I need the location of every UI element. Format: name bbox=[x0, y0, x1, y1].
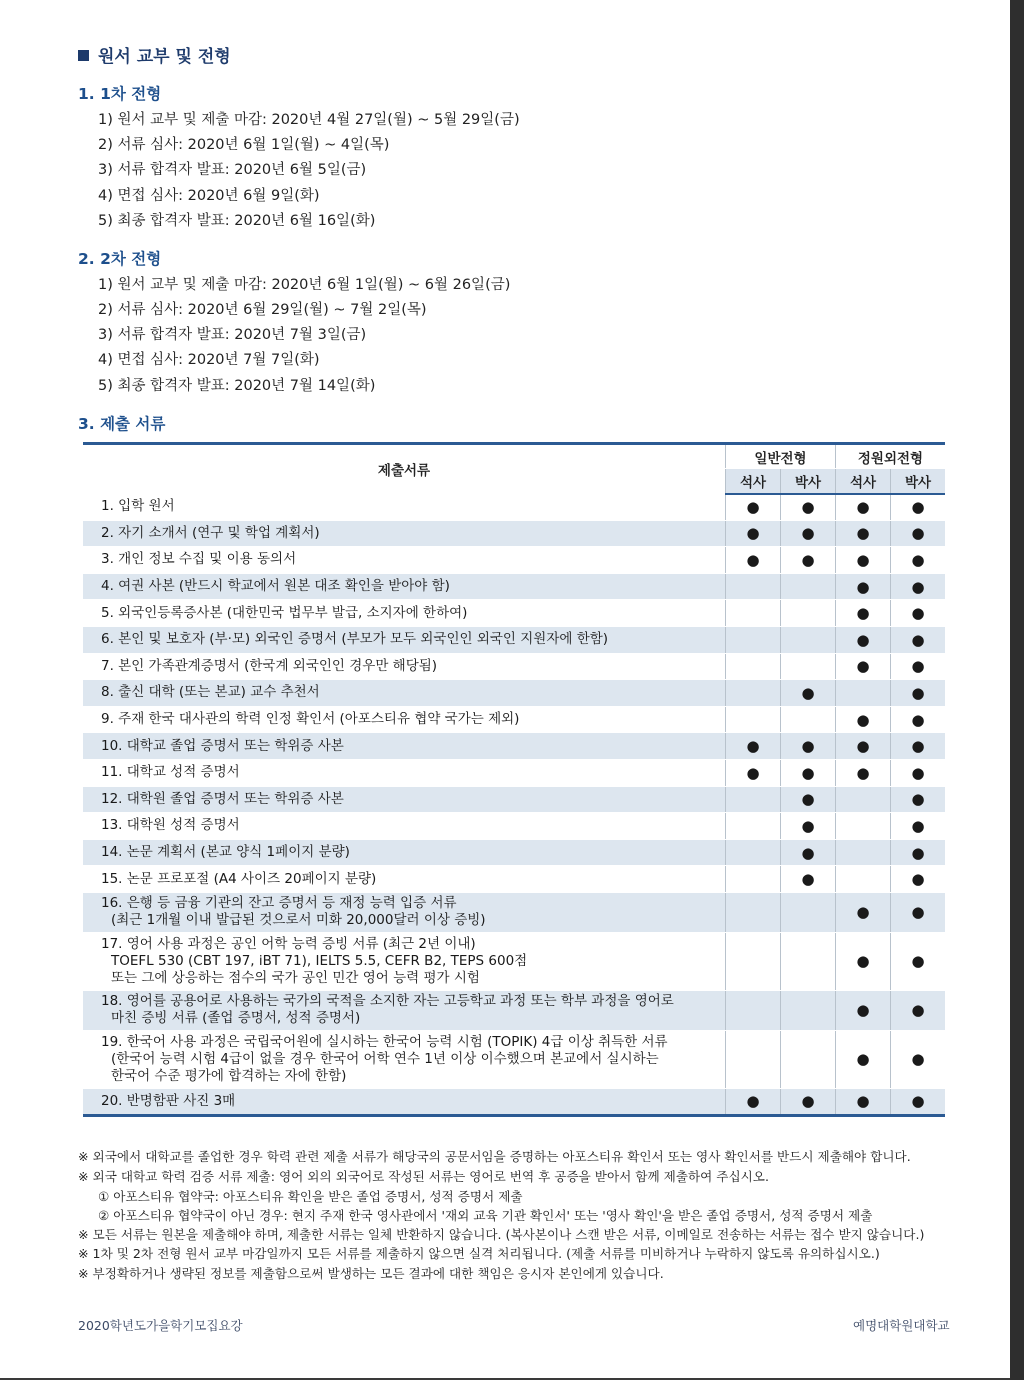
document-name bbox=[83, 813, 726, 840]
requirement-mark: ● bbox=[891, 866, 946, 893]
requirement-mark: ● bbox=[891, 494, 946, 521]
requirement-mark: ● bbox=[781, 1088, 836, 1115]
document-name-line: 10. 대학교 졸업 증명서 또는 학위증 사본 bbox=[101, 737, 344, 754]
requirement-mark: ● bbox=[891, 813, 946, 840]
table-row bbox=[83, 547, 945, 574]
requirement-mark: ● bbox=[781, 813, 836, 840]
document-name bbox=[83, 547, 726, 574]
requirement-mark: ● bbox=[836, 1088, 891, 1115]
note: ※ 1차 및 2차 전형 원서 교부 마감일까지 모든 서류를 제출하지 않으면 실격 처리됩니다. (제출 서류를 미비하거나 누락하지 않도록 유의하십시오.) bbox=[78, 1246, 880, 1261]
section-heading-second: 2. 2차 전형 bbox=[78, 250, 162, 268]
footer-guide-title: 2020학년도가을학기모집요강 bbox=[78, 1318, 243, 1333]
document-name bbox=[83, 990, 726, 1030]
document-name-line: 한국어 수준 평가에 합격하는 자에 한함) bbox=[111, 1067, 347, 1084]
footer-school-name: 예명대학원대학교 bbox=[853, 1318, 950, 1333]
requirement-mark: ● bbox=[726, 520, 781, 547]
requirement-mark: ● bbox=[891, 1030, 946, 1088]
requirement-mark: ● bbox=[836, 573, 891, 600]
document-name-line: 9. 주재 한국 대사관의 학력 인정 확인서 (아포스티유 협약 국가는 제외) bbox=[101, 711, 520, 728]
document-name bbox=[83, 866, 726, 893]
square-bullet-icon bbox=[78, 50, 89, 61]
requirement-mark bbox=[781, 932, 836, 990]
document-name bbox=[83, 520, 726, 547]
requirement-mark: ● bbox=[891, 626, 946, 653]
document-name bbox=[83, 892, 726, 932]
requirement-mark bbox=[726, 839, 781, 866]
requirement-mark bbox=[726, 680, 781, 707]
table-row bbox=[83, 600, 945, 627]
document-name-line: 7. 본인 가족관계증명서 (한국계 외국인인 경우만 해당됨) bbox=[101, 657, 438, 674]
requirement-mark: ● bbox=[836, 494, 891, 521]
requirement-mark bbox=[726, 813, 781, 840]
requirement-mark: ● bbox=[891, 759, 946, 786]
requirement-mark bbox=[781, 1030, 836, 1088]
table-row bbox=[83, 932, 945, 990]
document-name bbox=[83, 573, 726, 600]
requirement-mark: ● bbox=[836, 1030, 891, 1088]
document-name-line: 20. 반명함판 사진 3매 bbox=[101, 1092, 236, 1109]
table-row bbox=[83, 786, 945, 813]
document-name bbox=[83, 653, 726, 680]
document-name bbox=[83, 932, 726, 990]
schedule-item: 1) 원서 교부 및 제출 마감: 2020년 4월 27일(월) ~ 5월 29일(금) bbox=[98, 112, 520, 128]
requirement-mark: ● bbox=[836, 626, 891, 653]
requirement-mark: ● bbox=[836, 653, 891, 680]
schedule-item: 3) 서류 합격자 발표: 2020년 6월 5일(금) bbox=[98, 162, 367, 178]
requirement-mark: ● bbox=[781, 786, 836, 813]
document-name-line: 11. 대학교 성적 증명서 bbox=[101, 764, 240, 781]
schedule-item: 3) 서류 합격자 발표: 2020년 7월 3일(금) bbox=[98, 327, 367, 343]
note: ※ 외국에서 대학교를 졸업한 경우 학력 관련 제출 서류가 해당국의 공문서임을 증명하는 아포스티유 확인서 또는 영사 확인서를 반드시 제출해야 합니다. bbox=[78, 1149, 911, 1164]
note-subitem: ② 아포스티유 협약국이 아닌 경우: 현지 주재 한국 영사관에서 '재외 교육 기관 확인서' 또는 '영사 확인'을 받은 졸업 증명서, 성적 증명서 제출 bbox=[98, 1208, 873, 1223]
requirement-mark bbox=[726, 786, 781, 813]
note-subitem: ① 아포스티유 협약국: 아포스티유 확인을 받은 졸업 증명서, 성적 증명서 제출 bbox=[98, 1189, 523, 1204]
requirement-mark bbox=[726, 990, 781, 1030]
document-name bbox=[83, 839, 726, 866]
requirement-mark: ● bbox=[781, 733, 836, 760]
document-name-line: TOEFL 530 (CBT 197, iBT 71), IELTS 5.5, CEFR B2, TEPS 600점 bbox=[111, 952, 528, 969]
document-name bbox=[83, 600, 726, 627]
section-heading-third: 3. 제출 서류 bbox=[78, 415, 166, 433]
requirement-mark bbox=[781, 653, 836, 680]
document-name-line: 14. 논문 계획서 (본교 양식 1페이지 분량) bbox=[101, 844, 350, 861]
requirement-mark bbox=[726, 706, 781, 733]
header-special-master: 석사 bbox=[836, 469, 891, 494]
requirement-mark bbox=[781, 626, 836, 653]
requirement-mark: ● bbox=[726, 1088, 781, 1115]
document-name-line: 16. 은행 등 금융 기관의 잔고 증명서 등 재정 능력 입증 서류 bbox=[101, 895, 457, 912]
requirement-mark: ● bbox=[836, 706, 891, 733]
document-name bbox=[83, 1030, 726, 1088]
document-name-line: 18. 영어를 공용어로 사용하는 국가의 국적을 소지한 자는 고등학교 과정 또는 학부 과정을 영어로 bbox=[101, 993, 674, 1010]
requirement-mark: ● bbox=[891, 990, 946, 1030]
schedule-item: 4) 면접 심사: 2020년 7월 7일(화) bbox=[98, 352, 320, 368]
requirement-mark: ● bbox=[891, 733, 946, 760]
requirement-mark: ● bbox=[726, 547, 781, 574]
document-name-line: 17. 영어 사용 과정은 공인 어학 능력 증빙 서류 (최근 2년 이내) bbox=[101, 935, 476, 952]
schedule-item: 2) 서류 심사: 2020년 6월 1일(월) ~ 4일(목) bbox=[98, 137, 390, 153]
header-general-master: 석사 bbox=[726, 469, 781, 494]
requirement-mark bbox=[836, 813, 891, 840]
requirement-mark bbox=[726, 932, 781, 990]
requirement-mark: ● bbox=[726, 494, 781, 521]
table-row bbox=[83, 520, 945, 547]
document-name-line: 6. 본인 및 보호자 (부·모) 외국인 증명서 (부모가 모두 외국인인 외국인 지원자에 한함) bbox=[101, 631, 609, 648]
viewer-background bbox=[1010, 0, 1024, 1380]
requirement-mark: ● bbox=[891, 1088, 946, 1115]
note: ※ 부정확하거나 생략된 정보를 제출함으로써 발생하는 모든 결과에 대한 책임은 응시자 본인에게 있습니다. bbox=[78, 1266, 664, 1281]
requirement-mark bbox=[781, 573, 836, 600]
note: ※ 외국 대학교 학력 검증 서류 제출: 영어 외의 외국어로 작성된 서류는 영어로 번역 후 공증을 받아서 함께 제출하여 주십시오. bbox=[78, 1169, 769, 1184]
requirement-mark: ● bbox=[891, 653, 946, 680]
schedule-item: 5) 최종 합격자 발표: 2020년 7월 14일(화) bbox=[98, 378, 376, 394]
requirement-mark: ● bbox=[836, 600, 891, 627]
requirement-mark: ● bbox=[891, 839, 946, 866]
header-general-admission: 일반전형 bbox=[726, 444, 836, 469]
document-name bbox=[83, 759, 726, 786]
table-row bbox=[83, 706, 945, 733]
requirement-mark bbox=[781, 600, 836, 627]
document-name bbox=[83, 706, 726, 733]
requirement-mark bbox=[726, 892, 781, 932]
document-name bbox=[83, 680, 726, 707]
requirement-mark: ● bbox=[891, 547, 946, 574]
document-name-line: 1. 입학 원서 bbox=[101, 498, 175, 515]
header-general-doctor: 박사 bbox=[781, 469, 836, 494]
requirement-mark: ● bbox=[891, 573, 946, 600]
table-row bbox=[83, 990, 945, 1030]
requirement-mark: ● bbox=[891, 520, 946, 547]
document-name-line: 12. 대학원 졸업 증명서 또는 학위증 사본 bbox=[101, 790, 344, 807]
schedule-item: 2) 서류 심사: 2020년 6월 29일(월) ~ 7월 2일(목) bbox=[98, 302, 427, 318]
document-name bbox=[83, 1088, 726, 1115]
requirement-mark: ● bbox=[781, 839, 836, 866]
header-special-admission: 정원외전형 bbox=[836, 444, 946, 469]
requirement-mark bbox=[781, 990, 836, 1030]
schedule-item: 5) 최종 합격자 발표: 2020년 6월 16일(화) bbox=[98, 213, 376, 229]
table-row bbox=[83, 573, 945, 600]
table-row bbox=[83, 494, 945, 521]
requirement-mark bbox=[726, 1030, 781, 1088]
document-name-line: 15. 논문 프로포절 (A4 사이즈 20페이지 분량) bbox=[101, 870, 377, 887]
document-name-line: 5. 외국인등록증사본 (대한민국 법무부 발급, 소지자에 한하여) bbox=[101, 604, 468, 621]
header-special-doctor: 박사 bbox=[891, 469, 946, 494]
header-documents: 제출서류 bbox=[83, 444, 726, 494]
requirement-mark bbox=[836, 866, 891, 893]
section-heading-first: 1. 1차 전형 bbox=[78, 85, 162, 103]
page-title bbox=[78, 42, 231, 67]
requirement-mark: ● bbox=[836, 990, 891, 1030]
document-name bbox=[83, 494, 726, 521]
document-name-line: 2. 자기 소개서 (연구 및 학업 계획서) bbox=[101, 524, 320, 541]
table-row bbox=[83, 1088, 945, 1115]
requirement-mark bbox=[836, 786, 891, 813]
required-documents-table bbox=[83, 442, 945, 1117]
requirement-mark bbox=[726, 600, 781, 627]
requirement-mark: ● bbox=[836, 759, 891, 786]
table-row bbox=[83, 733, 945, 760]
requirement-mark: ● bbox=[726, 759, 781, 786]
requirement-mark: ● bbox=[891, 932, 946, 990]
document-name bbox=[83, 733, 726, 760]
document-name-line: (한국어 능력 시험 4급이 없을 경우 한국어 어학 연수 1년 이상 이수했으며 본교에서 실시하는 bbox=[111, 1050, 659, 1067]
requirement-mark: ● bbox=[836, 520, 891, 547]
document-name-line: 또는 그에 상응하는 점수의 국가 공인 민간 영어 능력 평가 시험 bbox=[111, 969, 480, 986]
schedule-item: 4) 면접 심사: 2020년 6월 9일(화) bbox=[98, 188, 320, 204]
table-row bbox=[83, 892, 945, 932]
requirement-mark bbox=[836, 680, 891, 707]
requirement-mark: ● bbox=[726, 733, 781, 760]
schedule-item: 1) 원서 교부 및 제출 마감: 2020년 6월 1일(월) ~ 6월 26일(금) bbox=[98, 277, 511, 293]
page-title-text: 원서 교부 및 전형 bbox=[98, 47, 231, 67]
table-row bbox=[83, 813, 945, 840]
requirement-mark: ● bbox=[781, 494, 836, 521]
table-row bbox=[83, 680, 945, 707]
requirement-mark: ● bbox=[891, 892, 946, 932]
table-row bbox=[83, 866, 945, 893]
table-row bbox=[83, 839, 945, 866]
document-name-line: 19. 한국어 사용 과정은 국립국어원에 실시하는 한국어 능력 시험 (TOPIK) 4급 이상 취득한 서류 bbox=[101, 1033, 668, 1050]
requirement-mark bbox=[726, 626, 781, 653]
requirement-mark bbox=[781, 892, 836, 932]
requirement-mark: ● bbox=[836, 892, 891, 932]
requirement-mark bbox=[726, 573, 781, 600]
table-row bbox=[83, 653, 945, 680]
requirement-mark: ● bbox=[891, 786, 946, 813]
requirement-mark: ● bbox=[836, 932, 891, 990]
table-row bbox=[83, 759, 945, 786]
table-row bbox=[83, 1030, 945, 1088]
document-name-line: (최근 1개월 이내 발급된 것으로서 미화 20,000달러 이상 증빙) bbox=[111, 912, 486, 929]
requirement-mark: ● bbox=[891, 600, 946, 627]
document-name-line: 3. 개인 정보 수집 및 이용 동의서 bbox=[101, 551, 297, 568]
requirement-mark: ● bbox=[836, 547, 891, 574]
requirement-mark: ● bbox=[781, 680, 836, 707]
requirement-mark: ● bbox=[781, 547, 836, 574]
document-name bbox=[83, 626, 726, 653]
requirement-mark: ● bbox=[891, 706, 946, 733]
requirement-mark bbox=[726, 866, 781, 893]
requirement-mark bbox=[781, 706, 836, 733]
table-row bbox=[83, 626, 945, 653]
requirement-mark bbox=[726, 653, 781, 680]
document-name-line: 13. 대학원 성적 증명서 bbox=[101, 817, 240, 834]
requirement-mark: ● bbox=[781, 520, 836, 547]
document-name-line: 8. 출신 대학 (또는 본교) 교수 추천서 bbox=[101, 684, 320, 701]
requirement-mark: ● bbox=[836, 733, 891, 760]
note: ※ 모든 서류는 원본을 제출해야 하며, 제출한 서류는 일체 반환하지 않습니다. (복사본이나 스캔 받은 서류, 이메일로 전송하는 서류는 접수 받지 않습니다.) bbox=[78, 1227, 925, 1242]
requirement-mark: ● bbox=[891, 680, 946, 707]
document-name-line: 마친 증빙 서류 (졸업 증명서, 성적 증명서) bbox=[111, 1010, 361, 1027]
requirement-mark bbox=[836, 839, 891, 866]
document-name-line: 4. 여권 사본 (반드시 학교에서 원본 대조 확인을 받아야 함) bbox=[101, 578, 450, 595]
requirement-mark: ● bbox=[781, 759, 836, 786]
requirement-mark: ● bbox=[781, 866, 836, 893]
document-name bbox=[83, 786, 726, 813]
